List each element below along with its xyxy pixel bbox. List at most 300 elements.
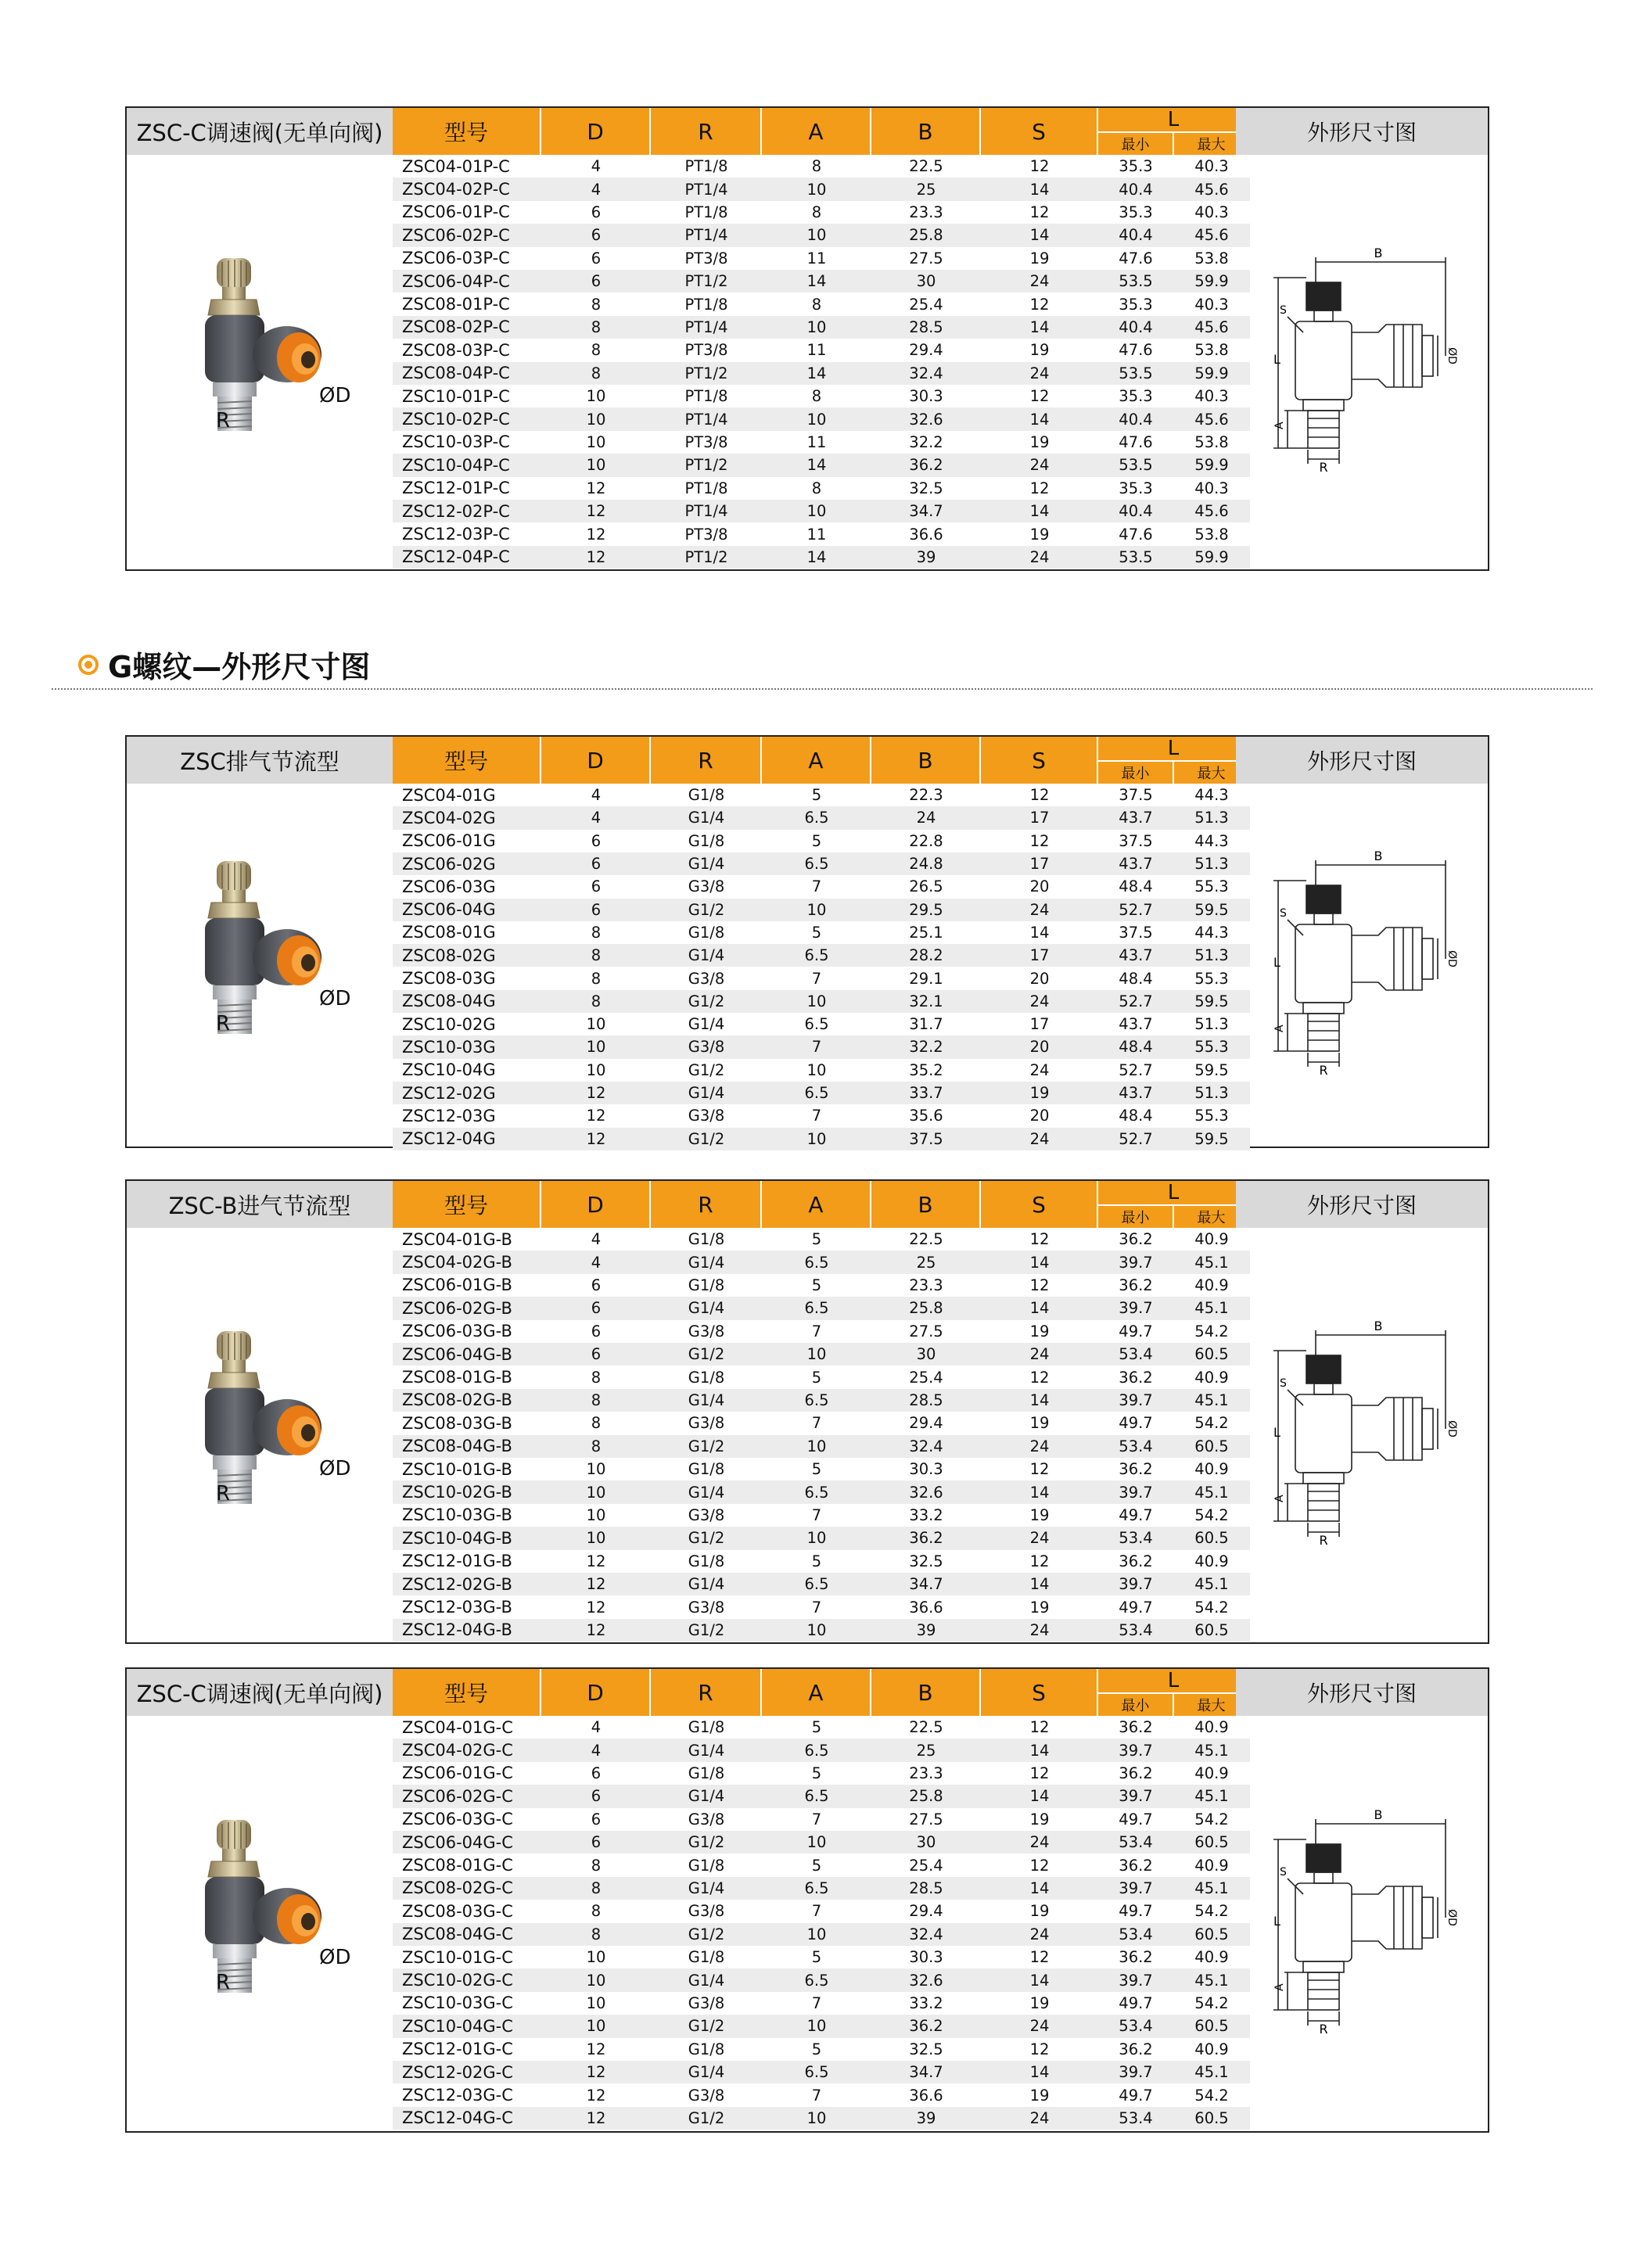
- dimension-drawing: [1269, 239, 1456, 476]
- table-row: [393, 1762, 1250, 1785]
- spec-table-block: [125, 106, 1489, 571]
- dim-a-label: A: [1273, 1983, 1286, 1991]
- cell-d: 12: [586, 525, 606, 544]
- cell-model: ZSC06-02P-C: [402, 225, 510, 245]
- cell-r: G1/4: [688, 1299, 725, 1318]
- cell-model: ZSC04-01G-C: [402, 1717, 513, 1737]
- cell-b: 29.5: [909, 900, 943, 919]
- cell-d: 10: [586, 1971, 606, 1990]
- cell-model: ZSC10-01P-C: [402, 386, 510, 406]
- cell-model: ZSC12-03G-B: [402, 1598, 512, 1617]
- cell-a: 6.5: [804, 1971, 829, 1990]
- cell-s: 14: [1029, 1879, 1050, 1897]
- cell-lmin: 39.7: [1119, 2063, 1153, 2082]
- header-model: 型号: [393, 1669, 541, 1716]
- cell-model: ZSC10-01G-C: [402, 1947, 513, 1967]
- cell-b: 32.5: [909, 2040, 943, 2058]
- cell-d: 4: [591, 1253, 602, 1272]
- cell-r: PT3/8: [684, 249, 728, 267]
- cell-a: 11: [806, 525, 827, 544]
- cell-r: G1/4: [688, 1787, 725, 1806]
- header-b: B: [871, 1181, 981, 1228]
- cell-lmin: 47.6: [1119, 432, 1153, 451]
- dim-a-label: A: [1273, 1495, 1286, 1502]
- cell-lmin: 52.7: [1119, 900, 1153, 919]
- cell-r: PT1/4: [684, 318, 728, 336]
- header-s: S: [981, 737, 1098, 784]
- cell-r: PT1/4: [684, 502, 728, 521]
- cell-r: G1/8: [688, 1230, 725, 1249]
- dim-r-label: R: [1319, 460, 1328, 475]
- cell-a: 11: [806, 432, 827, 451]
- header-l-min: 最小: [1098, 1694, 1174, 1716]
- cell-lmax: 40.3: [1194, 295, 1229, 314]
- table-row: [393, 1716, 1250, 1739]
- cell-lmin: 36.2: [1119, 1856, 1153, 1875]
- table-row: [393, 477, 1250, 500]
- cell-model: ZSC06-02G-B: [402, 1298, 512, 1318]
- cell-s: 14: [1029, 1299, 1050, 1318]
- cell-lmin: 40.4: [1119, 502, 1153, 521]
- cell-lmin: 39.7: [1119, 1787, 1153, 1806]
- cell-lmax: 45.1: [1194, 1787, 1229, 1806]
- cell-b: 30.3: [909, 387, 943, 406]
- cell-b: 25.8: [909, 226, 943, 245]
- cell-lmax: 40.9: [1194, 2040, 1229, 2058]
- table-row: [393, 522, 1250, 545]
- dim-s-label: S: [1280, 907, 1287, 920]
- cell-s: 20: [1029, 969, 1050, 988]
- table-row: [393, 899, 1250, 921]
- cell-r: G1/2: [688, 1437, 725, 1455]
- table-row: [393, 1527, 1250, 1549]
- cell-b: 30: [916, 272, 936, 291]
- cell-b: 39: [916, 547, 936, 566]
- header-l-label: L: [1167, 1181, 1180, 1204]
- cell-a: 10: [806, 1620, 827, 1639]
- cell-b: 32.2: [909, 1038, 943, 1057]
- cell-b: 32.6: [909, 1483, 943, 1502]
- cell-d: 6: [591, 1322, 602, 1340]
- cell-lmin: 37.5: [1119, 923, 1153, 942]
- cell-b: 28.5: [909, 318, 943, 336]
- cell-lmin: 35.3: [1119, 157, 1153, 176]
- cell-lmin: 53.5: [1119, 272, 1153, 291]
- header-r: R: [651, 1669, 762, 1716]
- cell-lmax: 59.9: [1194, 456, 1229, 475]
- cell-model: ZSC08-03G-B: [402, 1413, 512, 1433]
- header-l-min: 最小: [1098, 133, 1174, 155]
- cell-lmin: 36.2: [1119, 1764, 1153, 1782]
- cell-d: 8: [591, 923, 602, 942]
- cell-model: ZSC06-01G-C: [402, 1764, 513, 1783]
- cell-model: ZSC12-01P-C: [402, 479, 510, 498]
- cell-b: 30: [916, 1833, 936, 1852]
- cell-model: ZSC06-04G-B: [402, 1344, 512, 1364]
- cell-s: 14: [1029, 1391, 1050, 1409]
- cell-d: 10: [586, 1529, 606, 1548]
- cell-lmax: 40.9: [1194, 1856, 1229, 1875]
- cell-a: 6.5: [804, 1253, 829, 1272]
- cell-model: ZSC06-02G-C: [402, 1786, 513, 1806]
- cell-b: 36.2: [909, 456, 943, 475]
- cell-lmax: 44.3: [1194, 786, 1229, 805]
- cell-s: 12: [1029, 1276, 1050, 1294]
- cell-b: 22.8: [909, 831, 943, 850]
- cell-b: 29.4: [909, 1414, 943, 1433]
- cell-r: G3/8: [688, 1810, 725, 1828]
- table-row: [393, 1104, 1250, 1127]
- cell-model: ZSC12-02G-C: [402, 2062, 513, 2082]
- cell-d: 6: [591, 226, 602, 245]
- table-row: [393, 1458, 1250, 1480]
- table-row: [393, 178, 1250, 200]
- table-row: [393, 1320, 1250, 1343]
- cell-d: 6: [591, 249, 602, 267]
- cell-b: 22.5: [909, 157, 943, 176]
- cell-b: 25.4: [909, 1368, 943, 1387]
- cell-model: ZSC08-01P-C: [402, 295, 510, 314]
- cell-lmax: 55.3: [1194, 969, 1229, 988]
- cell-model: ZSC10-02G: [402, 1014, 496, 1034]
- label-od: ØD: [319, 987, 351, 1010]
- cell-a: 10: [806, 1060, 827, 1079]
- cell-lmax: 40.3: [1194, 157, 1229, 176]
- cell-d: 8: [591, 364, 602, 382]
- header-l-max: 最大: [1197, 1698, 1226, 1714]
- cell-r: PT1/8: [684, 387, 728, 406]
- cell-lmax: 40.9: [1194, 1552, 1229, 1570]
- cell-s: 12: [1029, 1764, 1050, 1782]
- section-heading-text: G螺纹—外形尺寸图: [108, 650, 371, 684]
- cell-lmax: 54.2: [1194, 1598, 1229, 1617]
- table-row: [393, 2083, 1250, 2106]
- cell-r: G1/4: [688, 1015, 725, 1034]
- cell-b: 39: [916, 2108, 936, 2127]
- cell-s: 24: [1029, 1129, 1050, 1148]
- cell-s: 14: [1029, 502, 1050, 521]
- cell-d: 8: [591, 1925, 602, 1943]
- cell-model: ZSC10-04G: [402, 1060, 496, 1080]
- cell-d: 8: [591, 318, 602, 336]
- cell-a: 8: [811, 157, 822, 176]
- cell-s: 20: [1029, 1038, 1050, 1057]
- dim-s-label: S: [1280, 1377, 1287, 1390]
- table-row: [393, 2038, 1250, 2061]
- cell-s: 24: [1029, 1437, 1050, 1455]
- cell-d: 12: [586, 1107, 606, 1125]
- table-row: [393, 990, 1250, 1013]
- cell-a: 7: [811, 1993, 822, 2012]
- cell-r: G1/2: [688, 900, 725, 919]
- cell-lmax: 45.6: [1194, 410, 1229, 429]
- cell-b: 25: [916, 1253, 936, 1272]
- cell-lmax: 40.9: [1194, 1764, 1229, 1782]
- cell-b: 34.7: [909, 1575, 943, 1594]
- cell-d: 10: [586, 1483, 606, 1502]
- cell-r: G3/8: [688, 1598, 725, 1617]
- cell-lmin: 53.4: [1119, 1529, 1153, 1548]
- cell-model: ZSC10-02P-C: [402, 410, 510, 429]
- cell-b: 25.8: [909, 1299, 943, 1318]
- cell-s: 12: [1029, 203, 1050, 221]
- cell-lmin: 36.2: [1119, 1276, 1153, 1294]
- cell-lmin: 36.2: [1119, 1368, 1153, 1387]
- cell-a: 7: [811, 1505, 822, 1524]
- header-l-min: 最小: [1098, 762, 1174, 784]
- cell-r: PT3/8: [684, 432, 728, 451]
- table-row: [393, 1504, 1250, 1527]
- cell-b: 22.3: [909, 786, 943, 805]
- header-r: R: [651, 1181, 762, 1228]
- cell-d: 6: [591, 877, 602, 896]
- table-row: [393, 1128, 1250, 1150]
- header-l: [1098, 737, 1250, 784]
- dim-a-label: A: [1273, 422, 1286, 429]
- cell-r: PT1/8: [684, 157, 728, 176]
- label-od: ØD: [319, 1945, 351, 1969]
- cell-lmax: 54.2: [1194, 1322, 1229, 1340]
- table-title: ZSC-C调速阀(无单向阀): [127, 108, 393, 155]
- cell-model: ZSC12-01G-C: [402, 2040, 513, 2059]
- cell-lmin: 35.3: [1119, 479, 1153, 497]
- cell-lmin: 53.4: [1119, 1345, 1153, 1364]
- cell-r: G1/4: [688, 809, 725, 827]
- cell-model: ZSC08-04P-C: [402, 364, 510, 383]
- header-l: [1098, 1181, 1250, 1228]
- header-model: 型号: [393, 737, 541, 784]
- table-row: [393, 1082, 1250, 1104]
- label-r: R: [216, 1012, 231, 1035]
- cell-s: 12: [1029, 479, 1050, 497]
- cell-b: 25: [916, 180, 936, 199]
- dim-s-label: S: [1280, 304, 1287, 317]
- cell-r: PT1/2: [684, 364, 728, 382]
- cell-model: ZSC12-01G-B: [402, 1552, 512, 1571]
- table-row: [393, 830, 1250, 852]
- cell-s: 14: [1029, 1741, 1050, 1760]
- cell-lmax: 44.3: [1194, 923, 1229, 942]
- cell-d: 12: [586, 2063, 606, 2082]
- spec-table-block: [125, 1179, 1489, 1644]
- cell-model: ZSC08-04G-B: [402, 1437, 512, 1456]
- cell-model: ZSC04-01G-B: [402, 1229, 512, 1249]
- cell-a: 14: [806, 547, 827, 566]
- cell-r: PT3/8: [684, 341, 728, 360]
- cell-d: 10: [586, 1948, 606, 1967]
- cell-r: G1/8: [688, 1948, 725, 1967]
- cell-model: ZSC06-01G-B: [402, 1276, 512, 1295]
- header-l-min: 最小: [1098, 1206, 1174, 1228]
- cell-lmax: 51.3: [1194, 855, 1229, 874]
- cell-lmin: 36.2: [1119, 1948, 1153, 1967]
- cell-b: 34.7: [909, 502, 943, 521]
- cell-lmin: 49.7: [1119, 1598, 1153, 1617]
- cell-d: 12: [586, 2108, 606, 2127]
- cell-lmin: 39.7: [1119, 1391, 1153, 1409]
- cell-d: 12: [586, 1129, 606, 1148]
- table-row: [393, 1992, 1250, 2015]
- cell-b: 24.8: [909, 855, 943, 874]
- cell-d: 8: [591, 1368, 602, 1387]
- cell-lmax: 60.5: [1194, 2017, 1229, 2036]
- table-row: [393, 944, 1250, 967]
- cell-model: ZSC08-02G: [402, 946, 496, 965]
- table-row: [393, 1480, 1250, 1503]
- cell-a: 5: [811, 1230, 822, 1249]
- cell-lmax: 40.9: [1194, 1276, 1229, 1294]
- spec-table-block: [125, 735, 1489, 1148]
- cell-d: 8: [591, 1879, 602, 1897]
- cell-lmax: 45.1: [1194, 1253, 1229, 1272]
- cell-lmin: 53.4: [1119, 1620, 1153, 1639]
- cell-lmin: 43.7: [1119, 946, 1153, 965]
- cell-a: 14: [806, 456, 827, 475]
- cell-lmax: 59.5: [1194, 992, 1229, 1010]
- cell-a: 8: [811, 203, 822, 221]
- cell-lmin: 43.7: [1119, 855, 1153, 874]
- cell-lmax: 60.5: [1194, 1529, 1229, 1548]
- cell-r: PT3/8: [684, 525, 728, 544]
- cell-d: 10: [586, 1015, 606, 1034]
- cell-b: 35.6: [909, 1107, 943, 1125]
- cell-model: ZSC12-02G: [402, 1083, 496, 1103]
- table-row: [393, 784, 1250, 806]
- table-row: [393, 852, 1250, 875]
- dim-od-label: ØD: [1446, 950, 1458, 967]
- cell-b: 23.3: [909, 1276, 943, 1294]
- cell-b: 28.5: [909, 1879, 943, 1897]
- cell-lmax: 54.2: [1194, 2086, 1229, 2105]
- cell-r: G3/8: [688, 2086, 725, 2105]
- header-d: D: [541, 737, 651, 784]
- cell-a: 7: [811, 1598, 822, 1617]
- cell-lmax: 54.2: [1194, 1993, 1229, 2012]
- table-row: [393, 155, 1250, 178]
- cell-lmax: 55.3: [1194, 1038, 1229, 1057]
- table-title: ZSC-B进气节流型: [127, 1181, 393, 1228]
- dimension-drawing: [1269, 1312, 1456, 1549]
- cell-s: 12: [1029, 157, 1050, 176]
- cell-r: G1/4: [688, 855, 725, 874]
- cell-b: 36.2: [909, 1529, 943, 1548]
- cell-lmin: 39.7: [1119, 1483, 1153, 1502]
- cell-b: 33.2: [909, 1993, 943, 2012]
- cell-s: 12: [1029, 786, 1050, 805]
- cell-d: 12: [586, 1084, 606, 1103]
- cell-a: 10: [806, 410, 827, 429]
- cell-lmin: 35.3: [1119, 295, 1153, 314]
- cell-model: ZSC06-02G: [402, 854, 496, 874]
- cell-a: 7: [811, 1810, 822, 1828]
- table-row: [393, 1059, 1250, 1082]
- cell-r: G1/2: [688, 2108, 725, 2127]
- header-l-max: 最大: [1197, 137, 1226, 153]
- target-circle-icon: [78, 655, 99, 675]
- cell-lmax: 55.3: [1194, 877, 1229, 896]
- cell-b: 36.2: [909, 2017, 943, 2036]
- cell-r: G3/8: [688, 1902, 725, 1921]
- cell-d: 6: [591, 272, 602, 291]
- cell-d: 6: [591, 1787, 602, 1806]
- cell-model: ZSC12-03P-C: [402, 525, 510, 544]
- cell-b: 32.6: [909, 410, 943, 429]
- header-b: B: [871, 108, 981, 155]
- cell-b: 32.5: [909, 1552, 943, 1570]
- cell-r: G1/8: [688, 1276, 725, 1294]
- cell-a: 7: [811, 1038, 822, 1057]
- cell-lmax: 40.9: [1194, 1230, 1229, 1249]
- cell-lmin: 35.3: [1119, 203, 1153, 221]
- cell-b: 32.4: [909, 1437, 943, 1455]
- table-row: [393, 407, 1250, 430]
- cell-r: G1/4: [688, 1253, 725, 1272]
- cell-model: ZSC12-04G-C: [402, 2108, 513, 2128]
- cell-lmin: 36.2: [1119, 1460, 1153, 1479]
- cell-d: 4: [591, 786, 602, 805]
- cell-a: 7: [811, 1902, 822, 1921]
- cell-model: ZSC04-01G: [402, 785, 496, 805]
- cell-s: 14: [1029, 923, 1050, 942]
- dim-b-label: B: [1374, 1319, 1383, 1333]
- table-row: [393, 385, 1250, 407]
- cell-r: PT1/2: [684, 547, 728, 566]
- table-row: [393, 1877, 1250, 1900]
- cell-model: ZSC06-04P-C: [402, 271, 510, 291]
- cell-s: 14: [1029, 410, 1050, 429]
- cell-s: 19: [1029, 1902, 1050, 1921]
- cell-r: G3/8: [688, 1038, 725, 1057]
- cell-s: 17: [1029, 946, 1050, 965]
- cell-r: G1/8: [688, 1856, 725, 1875]
- cell-a: 8: [811, 387, 822, 406]
- table-row: [393, 1297, 1250, 1319]
- table-row: [393, 1946, 1250, 1968]
- table-row: [393, 500, 1250, 522]
- cell-s: 19: [1029, 432, 1050, 451]
- cell-r: G3/8: [688, 1993, 725, 2012]
- table-row: [393, 1739, 1250, 1761]
- cell-lmax: 60.5: [1194, 1345, 1229, 1364]
- cell-model: ZSC10-01G-B: [402, 1459, 512, 1479]
- table-row: [393, 1251, 1250, 1273]
- table-row: [393, 1228, 1250, 1251]
- table-row: [393, 921, 1250, 944]
- cell-lmax: 54.2: [1194, 1505, 1229, 1524]
- table-title: ZSC排气节流型: [127, 737, 393, 784]
- cell-lmax: 54.2: [1194, 1902, 1229, 1921]
- table-row: [393, 1035, 1250, 1058]
- header-l-max: 最大: [1197, 766, 1226, 782]
- table-row: [393, 1013, 1250, 1035]
- cell-b: 27.5: [909, 1322, 943, 1340]
- cell-lmin: 53.4: [1119, 1833, 1153, 1852]
- cell-b: 23.3: [909, 1764, 943, 1782]
- header-l: [1098, 108, 1250, 155]
- cell-lmin: 36.2: [1119, 1552, 1153, 1570]
- header-d: D: [541, 1181, 651, 1228]
- cell-d: 8: [591, 341, 602, 360]
- cell-b: 25.4: [909, 1856, 943, 1875]
- cell-a: 6.5: [804, 1879, 829, 1897]
- label-r: R: [216, 1970, 231, 1994]
- table-row: [393, 1412, 1250, 1434]
- header-l: [1098, 1669, 1250, 1716]
- cell-r: PT1/4: [684, 226, 728, 245]
- label-r: R: [216, 409, 231, 432]
- cell-model: ZSC08-01G-B: [402, 1368, 512, 1387]
- cell-d: 6: [591, 1833, 602, 1852]
